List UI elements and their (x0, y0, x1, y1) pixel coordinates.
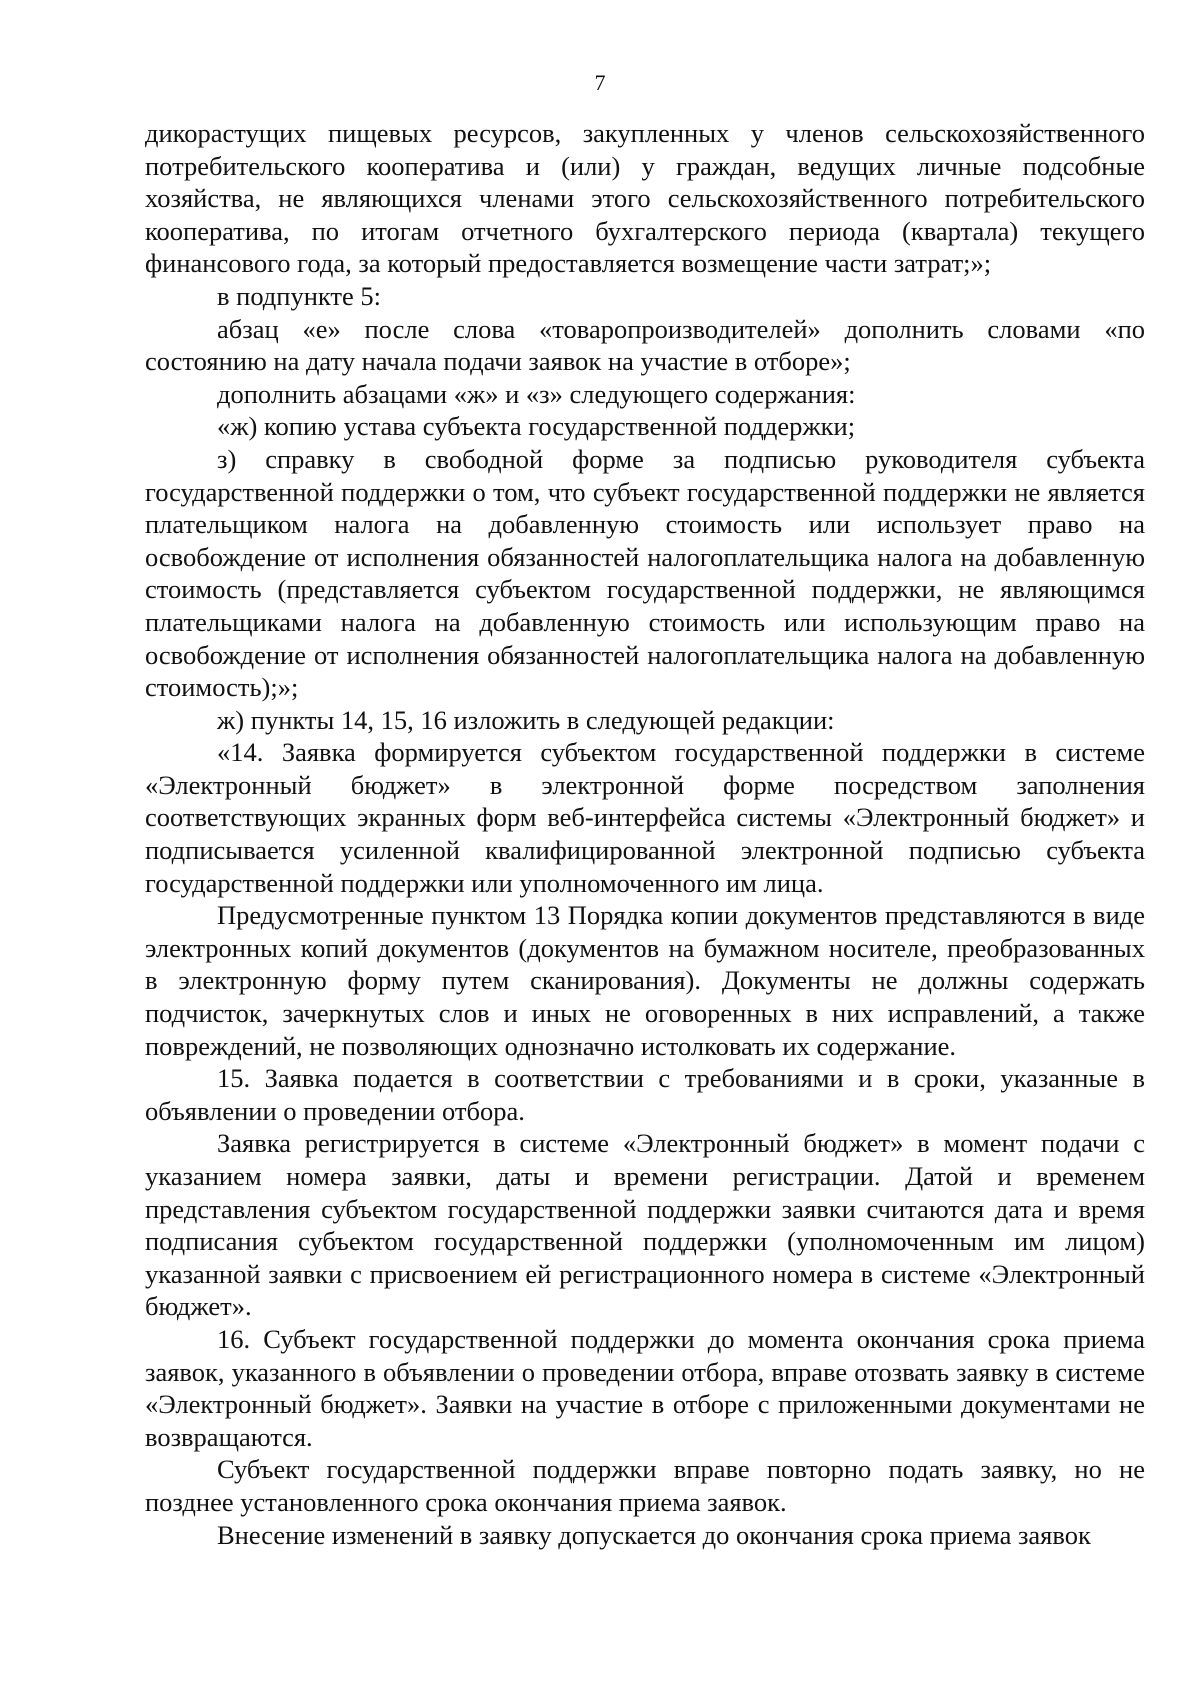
paragraph-7: ж) пункты 14, 15, 16 изложить в следующей редакции: (217, 704, 835, 735)
paragraph-13: Субъект государственной поддержки вправе повторно подать заявку, но не позднее установленного срока окончания приема заявок. (145, 1454, 1145, 1517)
paragraph-14: Внесение изменений в заявку допускается до окончания срока приема заявок (217, 1519, 1091, 1550)
paragraph-3: абзац «е» после слова «товаропроизводителей» дополнить словами «по состоянию на дату начала подачи заявок на участие в отборе»; (145, 313, 1145, 377)
paragraph-12: 16. Субъект государственной поддержки до момента окончания срока приема заявок, указанного в объявлении о проведении отбора, вправе отозвать заявку в системе «Электронный бюджет». Заявки на участие в отборе с приложенными документами не возвращаются. (145, 1323, 1145, 1452)
paragraph-8: «14. Заявка формируется субъектом государственной поддержки в системе «Электронный бюджет» в электронной форме посредством заполнения соответствующих экранных форм веб-интерфейса системы «Электронный бюджет» и подписывается усиленной квалифицированной электронной подписью субъекта государственной поддержки или уполномоченного им лица. (145, 737, 1145, 898)
page-number: 7 (594, 70, 606, 95)
paragraph-1: дикорастущих пищевых ресурсов, закупленных у членов сельскохозяйственного потребительского кооператива и (или) у граждан, ведущих личные подсобные хозяйства, не являющихся членами этого сельскохозяйственного потребительского кооператива, по итогам отчетного бухгалтерского периода (квартала) текущего финансового года, за который предоставляется возмещение части затрат;»; (145, 118, 1145, 279)
paragraph-2: в подпункте 5: (217, 280, 382, 311)
paragraph-9: Предусмотренные пунктом 13 Порядка копии документов представляются в виде электронных копий документов (документов на бумажном носителе, преобразованных в электронную форму путем сканирования). Документы не должны содержать подчисток, зачеркнутых слов и иных не оговоренных в них исправлений, а также повреждений, не позволяющих однозначно истолковать их содержание. (145, 900, 1145, 1061)
paragraph-5: «ж) копию устава субъекта государственной поддержки; (217, 411, 856, 442)
paragraph-10: 15. Заявка подается в соответствии с требованиями и в сроки, указанные в объявлении о проведении отбора. (145, 1063, 1145, 1126)
paragraph-4: дополнить абзацами «ж» и «з» следующего содержания: (217, 378, 856, 409)
document-body (145, 117, 1145, 1551)
paragraph-6: з) справку в свободной форме за подписью руководителя субъекта государственной поддержки о том, что субъект государственной поддержки не является плательщиком налога на добавленную стоимость или использует право на освобождение от исполнения обязанностей налогоплательщика налога на добавленную стоимость (представляется субъектом государственной поддержки, не являющимся плательщиками налога на добавленную стоимость или использующим право на освобождение от исполнения обязанностей налогоплательщика налога на добавленную стоимость);»; (145, 443, 1145, 703)
paragraph-11: Заявка регистрируется в системе «Электронный бюджет» в момент подачи с указанием номера заявки, даты и времени регистрации. Датой и временем представления субъектом государственной поддержки заявки считаются дата и время подписания субъектом государственной поддержки (уполномоченным им лицом) указанной заявки с присвоением ей регистрационного номера в системе «Электронный бюджет». (145, 1128, 1145, 1322)
